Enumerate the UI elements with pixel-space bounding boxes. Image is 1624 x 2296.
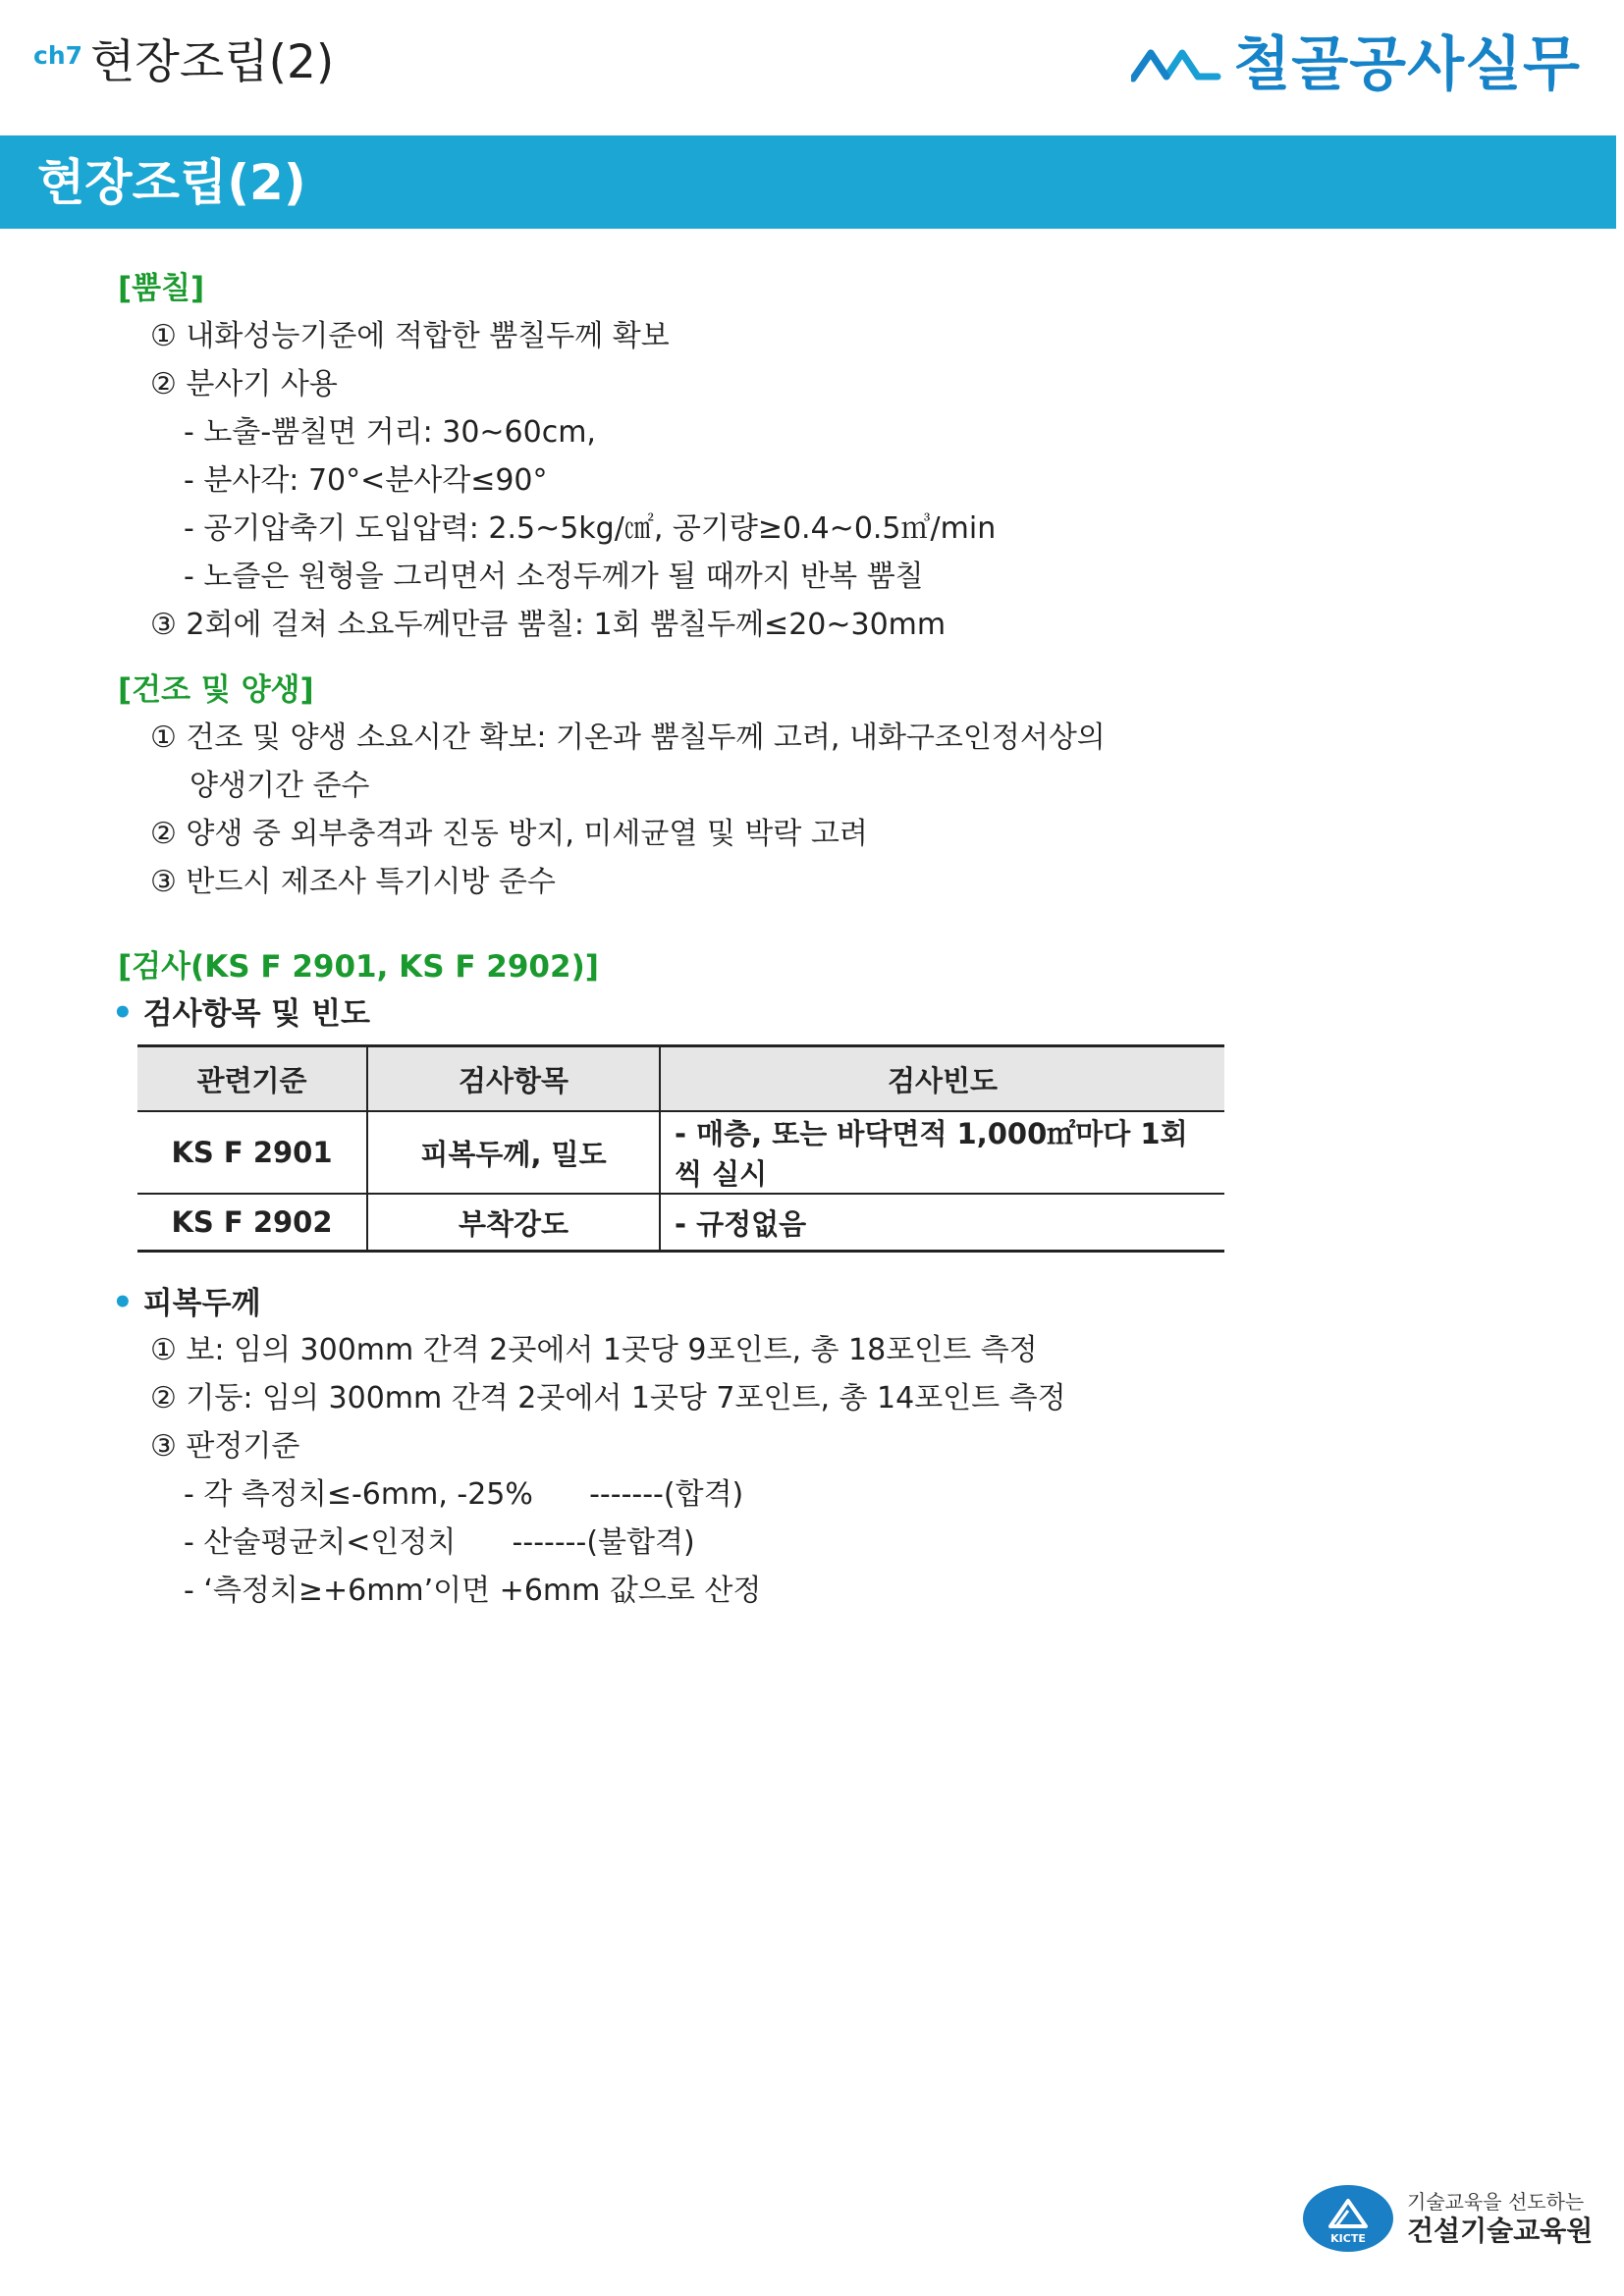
page-title: 현장조립(2)	[37, 154, 306, 211]
table-cell: - 규정없음	[660, 1194, 1224, 1252]
spray-sub-3: - 공기압축기 도입압력: 2.5~5kg/㎠, 공기량≥0.4~0.5㎥/min	[184, 511, 997, 546]
chapter-number: ch7	[33, 41, 83, 70]
curing-item-1: ① 건조 및 양생 소요시간 확보: 기온과 뿜칠두께 고려, 내화구조인정서상의	[150, 721, 1106, 755]
thickness-item-2: ② 기둥: 임의 300mm 간격 2곳에서 1곳당 7포인트, 총 14포인트 측정	[150, 1381, 1066, 1415]
brand	[1131, 30, 1581, 99]
table-cell: - 매층, 또는 바닥면적 1,000㎡마다 1회씩 실시	[660, 1111, 1224, 1194]
spray-sub-4: - 노즐은 원형을 그리면서 소정두께가 될 때까지 반복 뿜칠	[184, 560, 924, 594]
bullet-coating-thickness	[112, 1280, 1522, 1326]
emblem-text: KICTE	[1330, 2232, 1366, 2245]
brand-logo-icon	[1131, 45, 1221, 84]
thickness-item-3: ③ 판정기준	[150, 1429, 300, 1464]
brand-name: 철골공사실무	[1233, 30, 1581, 99]
spray-item-1: ① 내화성능기준에 적합한 뿜칠두께 확보	[150, 319, 670, 353]
table-header-cell: 검사항목	[367, 1046, 660, 1112]
footer-text	[1407, 2189, 1593, 2248]
table-row	[137, 1194, 1224, 1252]
table-cell: KS F 2902	[171, 1205, 333, 1239]
table-cell: 부착강도	[367, 1194, 660, 1252]
thickness-item-1: ① 보: 임의 300mm 간격 2곳에서 1곳당 9포인트, 총 18포인트 측정	[150, 1333, 1038, 1367]
chapter-title: 현장조립(2)	[90, 35, 335, 89]
section-title-inspection: [검사(KS F 2901, KS F 2902)]	[118, 949, 599, 985]
criteria-sub-2: - 산술평균치<인정치 -------(불합격)	[184, 1525, 695, 1560]
criteria-sub-3: - ‘측정치≥+6mm’이면 +6mm 값으로 산정	[184, 1574, 762, 1608]
curing-item-2: ② 양생 중 외부충격과 진동 방지, 미세균열 및 박락 고려	[150, 817, 868, 851]
kicte-emblem-icon	[1301, 2183, 1395, 2254]
table-header-row	[137, 1046, 1224, 1112]
spray-item-3: ③ 2회에 걸쳐 소요두께만큼 뿜칠: 1회 뿜칠두께≤20~30mm	[150, 608, 947, 642]
footer-org-name: 건설기술교육원	[1407, 2215, 1594, 2247]
top-header	[0, 0, 1624, 135]
inspection-table	[137, 1044, 1224, 1253]
bullet-dot-icon: •	[112, 993, 134, 1033]
footer-logo	[1301, 2183, 1593, 2254]
table-cell: 피복두께, 밀도	[367, 1111, 660, 1194]
table-row	[137, 1111, 1224, 1194]
bullet-label: 검사항목 및 빈도	[142, 996, 370, 1032]
table-header-cell: 검사빈도	[660, 1046, 1224, 1112]
footer-slogan: 기술교육을 선도하는	[1407, 2190, 1585, 2214]
curing-item-1-cont: 양생기간 준수	[189, 769, 370, 803]
curing-item-3: ③ 반드시 제조사 특기시방 준수	[150, 865, 556, 899]
spray-sub-1: - 노출-뿜칠면 거리: 30~60cm,	[184, 415, 596, 450]
bullet-label: 피복두께	[142, 1286, 261, 1321]
bullet-dot-icon: •	[112, 1283, 134, 1322]
chapter-heading	[33, 37, 334, 88]
section-title-curing: [건조 및 양생]	[118, 672, 314, 708]
section-title-spray: [뿜칠]	[118, 271, 205, 306]
criteria-sub-1: - 각 측정치≤-6mm, -25% -------(합격)	[184, 1477, 744, 1512]
table-header-cell: 관련기준	[196, 1063, 307, 1097]
table-cell: KS F 2901	[171, 1136, 333, 1169]
bullet-inspection-items	[112, 990, 1522, 1037]
spray-sub-2: - 분사각: 70°<분사각≤90°	[184, 463, 548, 498]
content	[112, 265, 1522, 1615]
spray-item-2: ② 분사기 사용	[150, 367, 338, 401]
title-banner	[0, 135, 1616, 229]
